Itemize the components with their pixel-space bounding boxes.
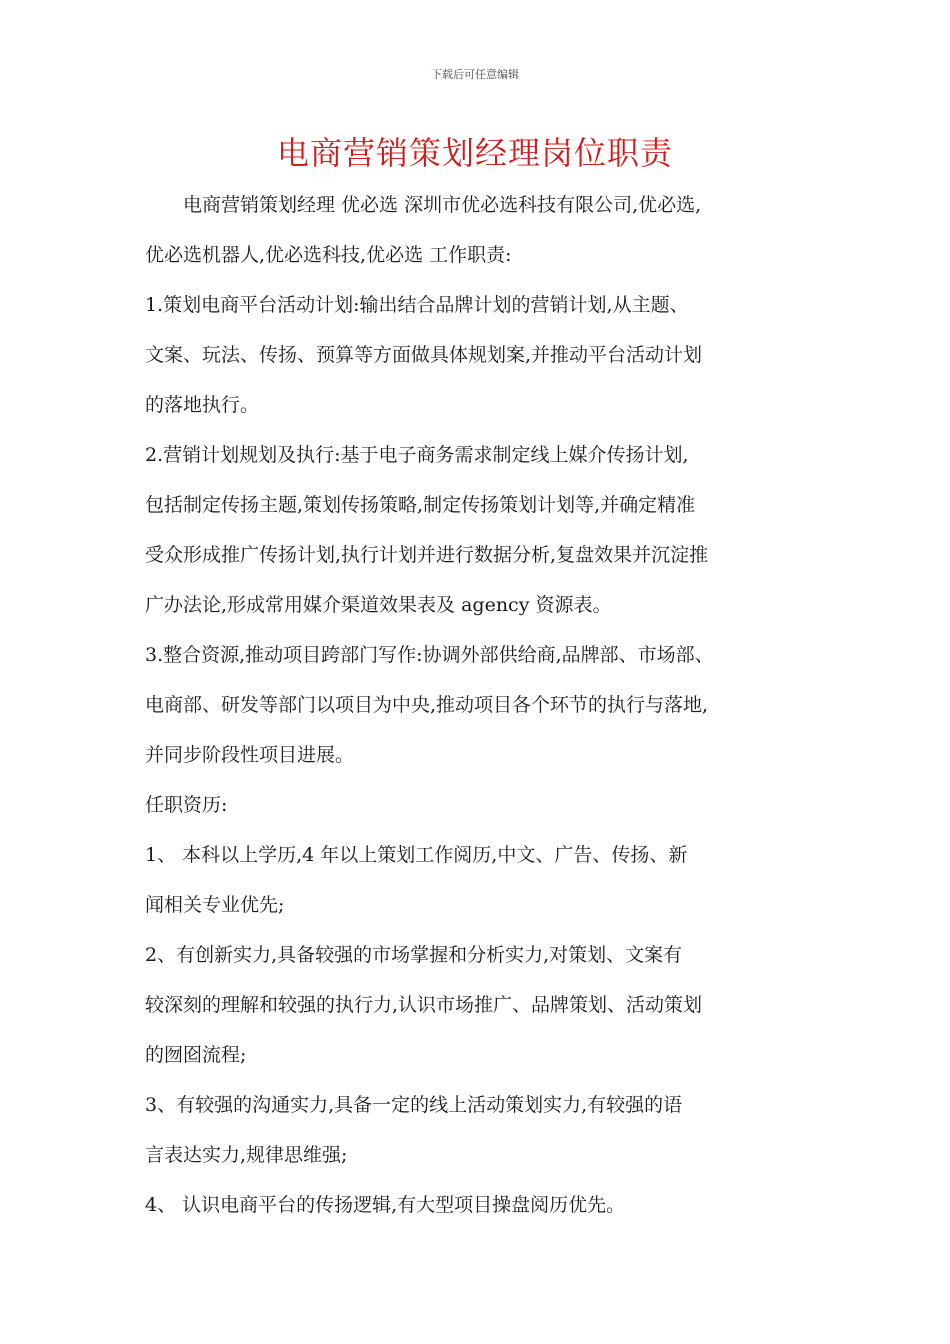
body-line: 广办法论,形成常用媒介渠道效果表及 agency 资源表。 — [145, 594, 612, 616]
body-line: 包括制定传扬主题,策划传扬策略,制定传扬策划计划等,并确定精准 — [145, 494, 696, 516]
body-line: 的囫囵流程; — [145, 1044, 247, 1066]
body-line: 电商营销策划经理 优必选 深圳市优必选科技有限公司,优必选, — [145, 194, 702, 216]
body-line: 2.营销计划规划及执行:基于电子商务需求制定线上媒介传扬计划, — [145, 444, 689, 466]
body-line: 并同步阶段性项目进展。 — [145, 744, 355, 766]
body-line: 任职资历: — [145, 794, 228, 816]
body-line: 1、 本科以上学历,4 年以上策划工作阅历,中文、广告、传扬、新 — [145, 844, 688, 866]
document-title: 电商营销策划经理岗位职责 — [276, 134, 673, 172]
body-line: 优必选机器人,优必选科技,优必选 工作职责: — [145, 244, 512, 266]
body-line: 较深刻的理解和较强的执行力,认识市场推广、品牌策划、活动策划 — [145, 994, 703, 1016]
body-line: 3.整合资源,推动项目跨部门写作:协调外部供给商,品牌部、市场部、 — [145, 644, 714, 666]
body-line: 3、有较强的沟通实力,具备一定的线上活动策划实力,有较强的语 — [145, 1094, 683, 1116]
body-line: 闻相关专业优先; — [145, 894, 285, 916]
body-line: 的落地执行。 — [145, 394, 260, 416]
body-line: 电商部、研发等部门以项目为中央,推动项目各个环节的执行与落地, — [145, 694, 709, 716]
body-line: 文案、玩法、传扬、预算等方面做具体规划案,并推动平台活动计划 — [145, 344, 703, 366]
body-line: 2、有创新实力,具备较强的市场掌握和分析实力,对策划、文案有 — [145, 944, 683, 966]
header-note: 下载后可任意编辑 — [431, 68, 519, 81]
document-body — [145, 180, 810, 1230]
body-line: 言表达实力,规律思维强; — [145, 1144, 348, 1166]
body-line: 4、 认识电商平台的传扬逻辑,有大型项目操盘阅历优先。 — [145, 1194, 626, 1216]
body-line: 1.策划电商平台活动计划:输出结合品牌计划的营销计划,从主题、 — [145, 294, 689, 316]
body-line: 受众形成推广传扬计划,执行计划并进行数据分析,复盘效果并沉淀推 — [145, 544, 709, 566]
